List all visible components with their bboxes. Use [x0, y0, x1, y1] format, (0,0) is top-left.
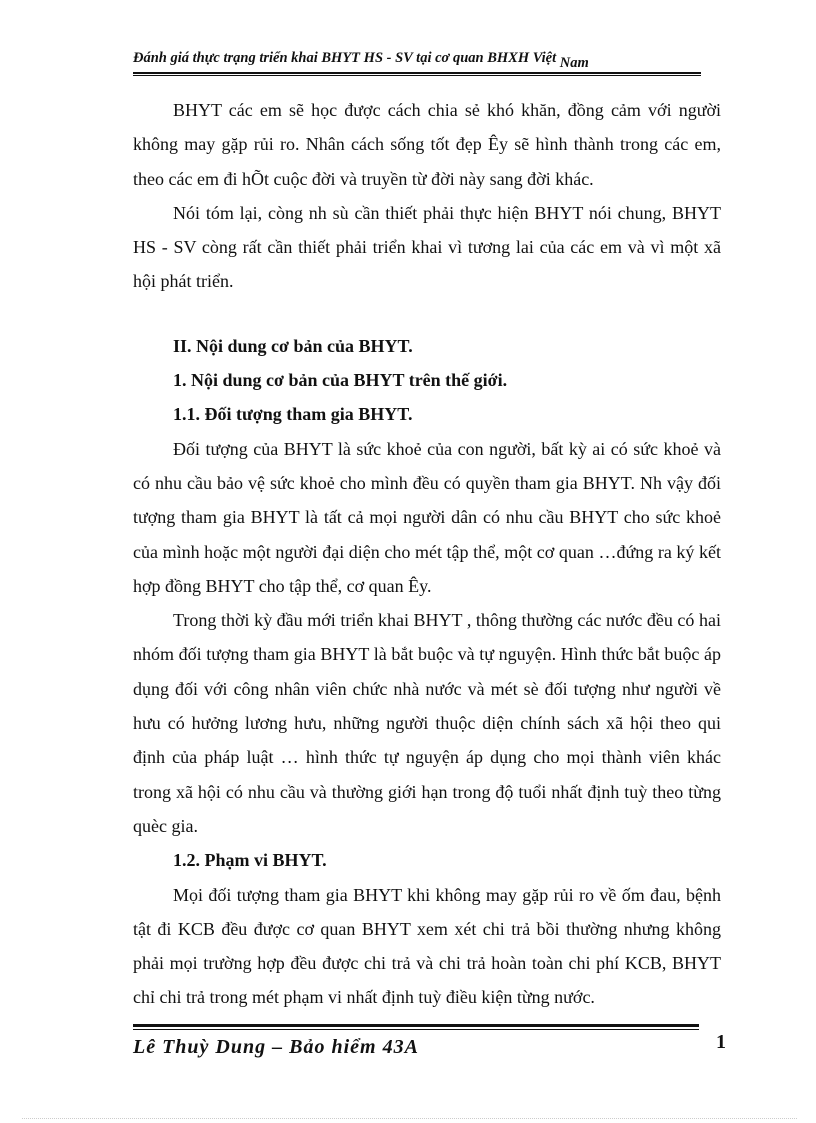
page-edge-dotted-line [22, 1118, 797, 1119]
paragraph: Trong thời kỳ đầu mới triển khai BHYT , thông thường các nước đều có hai nhóm đối tượng tham gia BHYT là bắt buộc và tự nguyện. Hình thức bắt buộc áp dụng đối với công nhân viên chức nhà nước và mét sè đối tượng như người về hưu có hưởng lương hưu, những người thuộc diện chính sách xã hội theo qui định của pháp luật … hình thức tự nguyện áp dụng cho mọi thành viên khác trong xã hội có nhu cầu và thường giới hạn trong độ tuổi nhất định tuỳ theo từng quèc gia. [133, 610, 721, 836]
running-header [133, 48, 698, 71]
spacer [133, 299, 721, 329]
paragraph: Mọi đối tượng tham gia BHYT khi không may gặp rủi ro về ốm đau, bệnh tật đi KCB đều được cơ quan BHYT xem xét chi trả bồi thường nhưng không phải mọi trường hợp đều được chi trả và chi trả hoàn toàn chi phí KCB, BHYT chỉ chi trả trong mét phạm vi nhất định tuỳ điều kiện từng nước. [133, 884, 721, 1008]
subsubsection-heading: 1.1. Đối tượng tham gia BHYT. [173, 404, 413, 425]
section-heading: II. Nội dung cơ bản của BHYT. [173, 335, 413, 356]
paragraph: BHYT các em sẽ học được cách chia sẻ khó khăn, đồng cảm với người không may gặp rủi ro. Nhân cách sống tốt đẹp Êy sẽ hình thành trong các em, theo các em đi hÕt cuộc đời và truyền từ đời này sang đời khác. [133, 100, 721, 189]
subsubsection-heading: 1.2. Phạm vi BHYT. [173, 850, 327, 871]
footer-rule [133, 1024, 699, 1027]
header-rule [133, 72, 701, 74]
paragraph: Đối tượng của BHYT là sức khoẻ của con người, bất kỳ ai có sức khoẻ và có nhu cầu bảo vệ sức khoẻ cho mình đều có quyền tham gia BHYT. Nh vậy đối tượng tham gia BHYT là tất cả mọi người dân có nhu cầu BHYT cho sức khoẻ của mình hoặc một người đại diện cho mét tập thể, một cơ quan …đứng ra ký kết hợp đồng BHYT cho tập thể, cơ quan Êy. [133, 438, 721, 596]
header-rule-thin [133, 75, 701, 76]
header-title: Đánh giá thực trạng triển khai BHYT HS - SV tại cơ quan BHXH Việt [133, 50, 557, 66]
page-number: 1 [716, 1031, 726, 1053]
footer-rule-thin [133, 1029, 699, 1030]
subsection-heading: 1. Nội dung cơ bản của BHYT trên thế giới. [173, 370, 508, 391]
page-body [133, 93, 721, 1015]
paragraph: Nói tóm lại, còng nh sù cần thiết phải thực hiện BHYT nói chung, BHYT HS - SV còng rất cần thiết phải triển khai vì tương lai của các em và vì một xã hội phát triển. [133, 202, 721, 292]
footer-author: Lê Thuỳ Dung – Bảo hiểm 43A [133, 1036, 419, 1058]
header-title-continuation: Nam [559, 55, 589, 71]
